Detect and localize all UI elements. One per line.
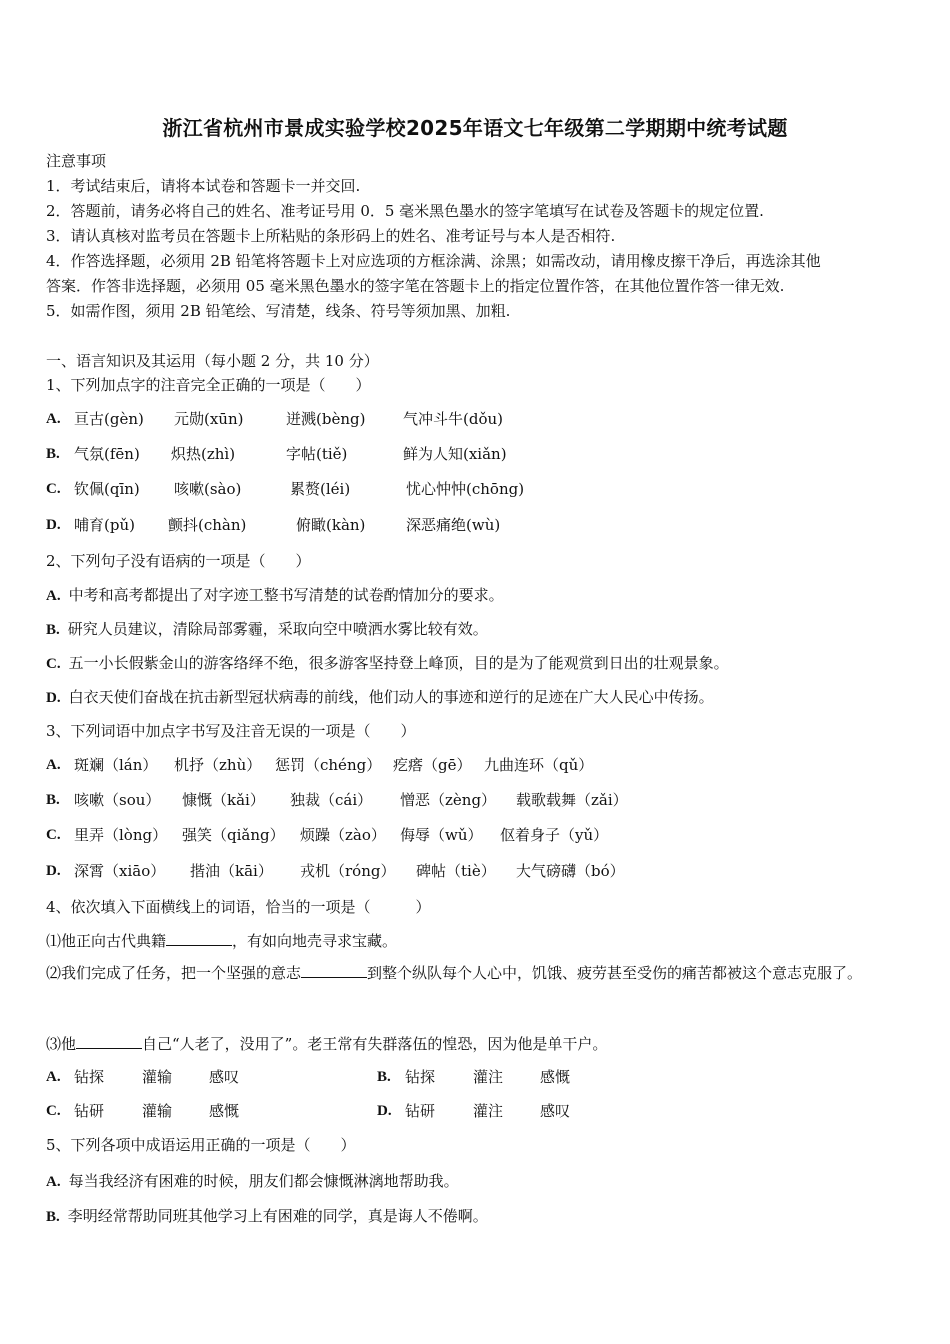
option-item: 钻探	[405, 1068, 436, 1086]
option-text: 白衣天使们奋战在抗击新型冠状病毒的前线，他们动人的事迹和逆行的足迹在广大人民心中传扬。	[68, 688, 714, 706]
sentence-text: ⑶他	[46, 1035, 77, 1053]
option-item: 颤抖(chàn)	[168, 516, 247, 534]
option-item: 咳嗽(sào)	[174, 480, 242, 498]
option-item: 机抒（zhù）	[174, 756, 262, 774]
option-item: 烦躁（zào）	[300, 826, 386, 844]
fill-blank	[301, 963, 367, 978]
notice-item: 4．作答选择题，必须用 2B 铅笔将答题卡上对应选项的方框涂满、涂黑；如需改动，请用橡皮擦干净后，再选涂其他	[46, 252, 821, 270]
q2-option-d	[46, 686, 904, 709]
question-4-stem: 4、依次填入下面横线上的词语，恰当的一项是（ ）	[46, 898, 431, 916]
option-item: 钦佩(qīn)	[74, 480, 140, 498]
q4-sentence-1	[46, 930, 904, 952]
option-item: 感叹	[209, 1068, 240, 1086]
option-item: 哺育(pǔ)	[74, 516, 135, 534]
option-item: 钻研	[74, 1102, 105, 1120]
option-item: 深恶痛绝(wù)	[406, 516, 501, 534]
option-label: D.	[46, 517, 61, 533]
option-item: 疙瘩（gē）	[393, 756, 472, 774]
option-item: 憎恶（zèng）	[400, 791, 497, 809]
option-item: 大气磅礴（bó）	[516, 862, 625, 880]
option-item: 惩罚（chéng）	[275, 756, 382, 774]
option-item: 深霄（xiāo）	[74, 862, 166, 880]
option-item: 感慨	[209, 1102, 240, 1120]
sentence-text: 到整个纵队每个人心中，饥饿、疲劳甚至受伤的痛苦都被这个意志克服了。	[367, 964, 863, 982]
option-item: 碑帖（tiè）	[416, 862, 496, 880]
option-item: 鲜为人知(xiǎn)	[403, 445, 507, 463]
option-item: 咳嗽（sou）	[74, 791, 161, 809]
option-item: 九曲连环（qǔ）	[484, 756, 594, 774]
option-label: D.	[46, 690, 61, 706]
option-text: 每当我经济有困难的时候，朋友们都会慷慨淋漓地帮助我。	[68, 1172, 459, 1190]
notice-item: 2．答题前，请务必将自己的姓名、准考证号用 0．5 毫米黑色墨水的签字笔填写在试卷及答题卡的规定位置.	[46, 202, 764, 220]
question-5-stem: 5、下列各项中成语运用正确的一项是（ ）	[46, 1136, 356, 1154]
sentence-text: 自己“人老了，没用了”。老王常有失群落伍的惶恐，因为他是单干户。	[142, 1035, 608, 1053]
option-item: 气氛(fēn)	[74, 445, 140, 463]
fill-blank	[166, 931, 232, 946]
option-item: 迸溅(bèng)	[286, 410, 366, 428]
option-item: 元勋(xūn)	[174, 410, 244, 428]
option-label: B.	[46, 622, 60, 638]
option-label: C.	[46, 481, 61, 497]
option-text: 研究人员建议，清除局部雾霾，采取向空中喷洒水雾比较有效。	[67, 620, 488, 638]
notice-item: 3．请认真核对监考员在答题卡上所粘贴的条形码上的姓名、准考证号与本人是否相符.	[46, 227, 616, 245]
sentence-text: ⑴他正向古代典籍	[46, 932, 167, 950]
q2-option-c	[46, 652, 904, 675]
notice-item: 1．考试结束后，请将本试卷和答题卡一并交回.	[46, 177, 361, 195]
option-label: A.	[46, 1174, 61, 1190]
notice-item: 答案．作答非选择题，必须用 05 毫米黑色墨水的签字笔在答题卡上的指定位置作答，在其他位置作答一律无效.	[46, 277, 785, 295]
option-label: A.	[46, 411, 61, 427]
option-item: 灌注	[473, 1068, 504, 1086]
q5-option-a	[46, 1170, 904, 1193]
q2-option-b	[46, 618, 904, 641]
option-label: C.	[46, 1103, 61, 1119]
section-heading: 一、语言知识及其运用（每小题 2 分，共 10 分）	[46, 352, 379, 370]
option-item: 气冲斗牛(dǒu)	[403, 410, 503, 428]
option-label: A.	[46, 1069, 61, 1085]
question-2-stem: 2、下列句子没有语病的一项是（ ）	[46, 552, 311, 570]
option-item: 揩油（kāi）	[190, 862, 273, 880]
option-text: 李明经常帮助同班其他学习上有困难的同学，真是诲人不倦啊。	[67, 1207, 488, 1225]
q4-sentence-3	[46, 1033, 904, 1055]
option-item: 忧心忡忡(chōng)	[406, 480, 525, 498]
option-item: 钻研	[405, 1102, 436, 1120]
option-item: 伛着身子（yǔ）	[500, 826, 609, 844]
option-label: A.	[46, 757, 61, 773]
question-1-stem: 1、下列加点字的注音完全正确的一项是（ ）	[46, 376, 371, 394]
page-title: 浙江省杭州市景成实验学校2025年语文七年级第二学期期中统考试题	[162, 116, 788, 140]
option-item: 侮辱（wǔ）	[400, 826, 483, 844]
option-item: 里弄（lòng）	[74, 826, 168, 844]
option-label: D.	[377, 1103, 392, 1119]
notice-item: 5．如需作图，须用 2B 铅笔绘、写清楚，线条、符号等须加黑、加粗.	[46, 302, 511, 320]
q5-option-b	[46, 1205, 904, 1228]
option-item: 戎机（róng）	[300, 862, 396, 880]
option-item: 灌输	[142, 1102, 173, 1120]
option-label: B.	[46, 446, 60, 462]
option-item: 独裁（cái）	[290, 791, 373, 809]
option-item: 斑斓（lán）	[74, 756, 158, 774]
option-item: 慷慨（kǎi）	[182, 791, 265, 809]
option-item: 强笑（qiǎng）	[182, 826, 285, 844]
fill-blank	[76, 1034, 142, 1049]
sentence-text: ，有如向地壳寻求宝藏。	[232, 932, 398, 950]
option-text: 中考和高考都提出了对字迹工整书写清楚的试卷酌情加分的要求。	[68, 586, 504, 604]
option-label: B.	[46, 792, 60, 808]
option-item: 灌注	[473, 1102, 504, 1120]
option-item: 钻探	[74, 1068, 105, 1086]
q2-option-a	[46, 584, 904, 607]
option-label: B.	[377, 1069, 391, 1085]
option-item: 感慨	[540, 1068, 571, 1086]
option-label: B.	[46, 1209, 60, 1225]
option-label: C.	[46, 656, 61, 672]
option-item: 亘古(gèn)	[74, 410, 144, 428]
option-item: 载歌载舞（zǎi）	[516, 791, 628, 809]
sentence-text: ⑵我们完成了任务，把一个坚强的意志	[46, 964, 302, 982]
option-item: 炽热(zhì)	[171, 445, 236, 463]
option-item: 感叹	[540, 1102, 571, 1120]
question-3-stem: 3、下列词语中加点字书写及注音无误的一项是（ ）	[46, 722, 416, 740]
option-text: 五一小长假紫金山的游客络绎不绝，很多游客坚持登上峰顶，目的是为了能观赏到日出的壮观景象。	[68, 654, 729, 672]
option-label: C.	[46, 827, 61, 843]
option-item: 字帖(tiě)	[286, 445, 348, 463]
option-item: 俯瞰(kàn)	[296, 516, 366, 534]
option-label: D.	[46, 863, 61, 879]
q4-sentence-2	[46, 956, 906, 990]
option-item: 灌输	[142, 1068, 173, 1086]
option-item: 累赘(léi)	[290, 480, 351, 498]
notice-heading: 注意事项	[46, 152, 107, 170]
option-label: A.	[46, 588, 61, 604]
